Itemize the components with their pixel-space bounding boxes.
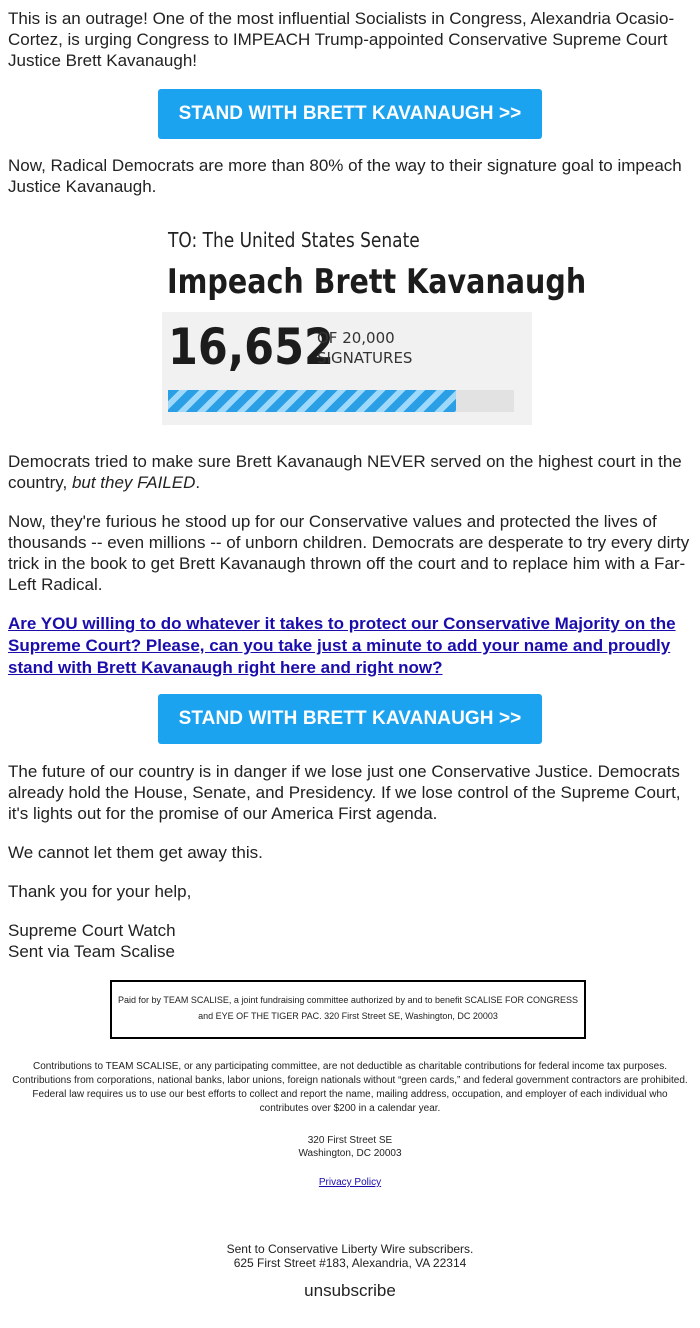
signature-block	[8, 920, 692, 962]
failed-emphasis: but they FAILED	[71, 473, 196, 492]
signature-sent-via: Sent via Team Scalise	[8, 942, 175, 961]
cta-row-top	[0, 89, 700, 139]
intro-paragraph: This is an outrage! One of the most influential Socialists in Congress, Alexandria Ocasio-Cortez, is urging Congress to IMPEACH Trump-appointed Conservative Supreme Court Justice Brett Kavanaugh!	[8, 9, 675, 70]
petition-recipient: TO: The United States Senate	[168, 228, 420, 252]
unsubscribe-link[interactable]: unsubscribe	[304, 1281, 396, 1300]
signature-progress-bar	[168, 390, 514, 412]
thank-you-paragraph: Thank you for your help,	[8, 882, 192, 901]
petition-image[interactable]	[162, 218, 587, 425]
stand-with-kavanaugh-button-top[interactable]: STAND WITH BRETT KAVANAUGH >>	[158, 89, 543, 139]
address-city: Washington, DC 20003	[298, 1148, 402, 1159]
contributions-notice: Contributions to TEAM SCALISE, or any participating committee, are not deductible as charitable contributions for federal income tax purposes. Contributions from corporations, national banks, labor unions, foreign nationals without “green cards,” and federal government contractors are prohibited. Federal law requires us to use our best efforts to collect and report the name, mailing address, occupation, and employer of each individual who contributes over $200 in a calendar year.	[12, 1061, 688, 1114]
signature-goal-paragraph: Now, Radical Democrats are more than 80% of the way to their signature goal to impeach Justice Kavanaugh.	[8, 156, 682, 196]
failed-text: Democrats tried to make sure Brett Kavanaugh NEVER served on the highest court in the country,	[8, 452, 682, 492]
protect-majority-link[interactable]: Are YOU willing to do whatever it takes to protect our Conservative Majority on the Supreme Court? Please, can you take just a minute to add your name and proudly stand with Brett Kavanaugh right here and right now?	[8, 614, 676, 677]
signature-progress-fill	[168, 390, 456, 412]
signature-goal-label: SIGNATURES	[317, 349, 413, 367]
sender-address: 625 First Street #183, Alexandria, VA 22314	[233, 1256, 467, 1270]
call-to-action-link-block	[8, 613, 692, 679]
cta-row-bottom	[0, 694, 700, 744]
paid-for-disclaimer: Paid for by TEAM SCALISE, a joint fundraising committee authorized by and to benefit SCALISE FOR CONGRESS and EYE OF THE TIGER PAC. 320 First Street SE, Washington, DC 20003	[110, 980, 586, 1039]
petition-progress-box	[162, 312, 532, 425]
signature-count: 16,652	[168, 318, 334, 376]
privacy-policy-row	[0, 1176, 700, 1190]
unsubscribe-row	[0, 1280, 700, 1301]
sent-to-line: Sent to Conservative Liberty Wire subscribers.	[226, 1242, 474, 1256]
future-paragraph: The future of our country is in danger if we lose just one Conservative Justice. Democrats already hold the House, Senate, and Presidency. If we lose control of the Supreme Court, it's lights out for the promise of our America First agenda.	[8, 762, 681, 823]
stand-with-kavanaugh-button-bottom[interactable]: STAND WITH BRETT KAVANAUGH >>	[158, 694, 543, 744]
signature-goal	[317, 328, 412, 368]
address-street: 320 First Street SE	[307, 1135, 393, 1146]
failed-period: .	[195, 473, 201, 492]
signature-name: Supreme Court Watch	[8, 921, 176, 940]
democrats-failed-paragraph	[8, 451, 692, 493]
privacy-policy-link[interactable]: Privacy Policy	[318, 1177, 382, 1188]
subscriber-footer	[0, 1242, 700, 1270]
furious-paragraph: Now, they're furious he stood up for our Conservative values and protected the lives of thousands -- even millions -- of unborn children. Democrats are desperate to try every dirty trick in the book to get Brett Kavanaugh thrown off the court and to replace him with a Far-Left Radical.	[8, 512, 690, 594]
mailing-address	[0, 1134, 700, 1160]
get-away-paragraph: We cannot let them get away this.	[8, 843, 263, 862]
petition-title: Impeach Brett Kavanaugh	[167, 262, 587, 302]
signature-goal-number: OF 20,000	[317, 329, 395, 347]
